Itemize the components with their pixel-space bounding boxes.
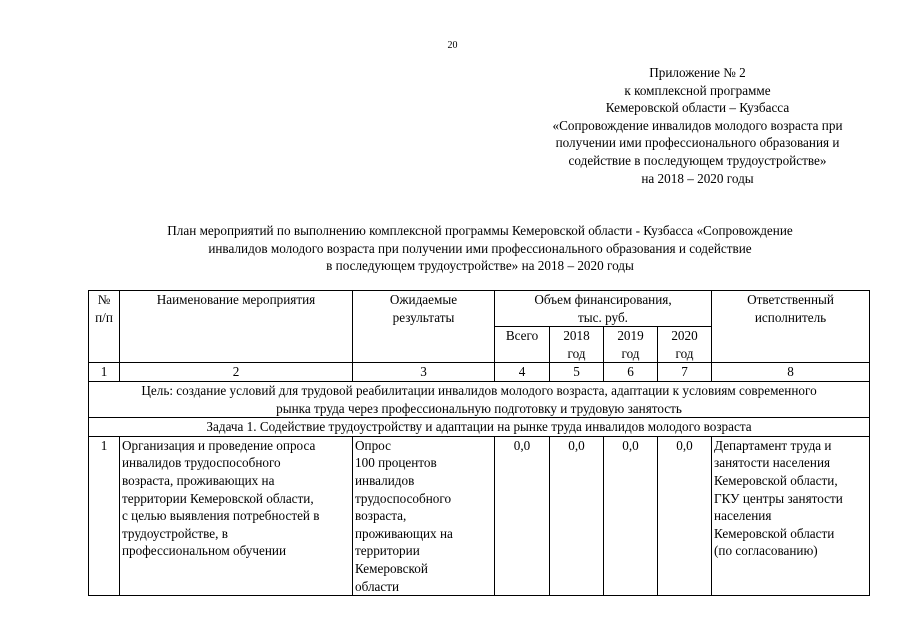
row-2018: 0,0 bbox=[550, 436, 604, 595]
task-cell: Задача 1. Содействие трудоустройству и адаптации на рынке труда инвалидов молодого возраста bbox=[89, 418, 870, 437]
row-results-line: инвалидов bbox=[355, 472, 415, 488]
header-responsible bbox=[712, 291, 870, 363]
row-name-line: Организация и проведение опроса bbox=[122, 437, 316, 453]
row-name-line: с целью выявления потребностей в bbox=[122, 508, 320, 524]
row-results-line: 100 процентов bbox=[355, 455, 437, 471]
header-funding bbox=[495, 291, 712, 327]
annex-line: Приложение № 2 bbox=[649, 65, 746, 80]
column-number: 2 bbox=[120, 363, 353, 382]
row-results-line: территории bbox=[355, 543, 420, 559]
goal-row bbox=[89, 381, 870, 417]
column-number: 7 bbox=[658, 363, 712, 382]
column-numbers-row bbox=[89, 363, 870, 382]
row-responsible-line: (по согласованию) bbox=[714, 543, 818, 559]
row-2019: 0,0 bbox=[604, 436, 658, 595]
row-responsible-line: ГКУ центры занятости bbox=[714, 490, 843, 506]
header-num-line: № bbox=[97, 292, 111, 307]
plan-title bbox=[100, 222, 860, 275]
goal-line: рынка труда через профессиональную подготовку и трудовую занятость bbox=[276, 400, 682, 416]
row-name-line: трудоустройстве, в bbox=[122, 525, 228, 541]
header-funding-line: Объем финансирования, bbox=[534, 292, 672, 307]
header-total-text: Всего bbox=[505, 328, 539, 344]
row-2020: 0,0 bbox=[658, 436, 712, 595]
row-responsible-line: Кемеровской области bbox=[714, 525, 835, 541]
column-number: 5 bbox=[550, 363, 604, 382]
header-name-text: Наименование мероприятия bbox=[156, 292, 316, 307]
column-number: 6 bbox=[604, 363, 658, 382]
plan-table bbox=[88, 290, 870, 596]
table-header-row bbox=[89, 291, 870, 327]
row-responsible bbox=[712, 436, 870, 595]
row-results-line: Кемеровской bbox=[355, 560, 428, 576]
header-year: 2020 bbox=[671, 328, 698, 344]
annex-line: на 2018 – 2020 годы bbox=[641, 170, 754, 186]
header-2019 bbox=[604, 327, 658, 363]
annex-line: «Сопровождение инвалидов молодого возраста при bbox=[552, 117, 843, 133]
header-responsible-line: исполнитель bbox=[754, 309, 827, 325]
plan-title-line: в последующем трудоустройстве» на 2018 – 2020 годы bbox=[326, 258, 634, 274]
row-results-line: области bbox=[355, 578, 400, 594]
row-name-line: возраста, проживающих на bbox=[122, 472, 275, 488]
goal-cell bbox=[89, 381, 870, 417]
task-row bbox=[89, 418, 870, 437]
goal-line: Цель: создание условий для трудовой реабилитации инвалидов молодого возраста, адаптации к условиям современного bbox=[141, 382, 817, 398]
row-responsible-line: Кемеровской области, bbox=[714, 472, 838, 488]
plan-title-line: инвалидов молодого возраста при получении ими профессионального образования и содействие bbox=[208, 240, 752, 256]
row-results-line: проживающих на bbox=[355, 525, 453, 541]
column-number: 1 bbox=[89, 363, 120, 382]
row-results bbox=[353, 436, 495, 595]
header-results-line: Ожидаемые bbox=[389, 292, 458, 307]
row-results-line: Опрос bbox=[355, 437, 391, 453]
column-number: 3 bbox=[353, 363, 495, 382]
row-responsible-line: населения bbox=[714, 508, 772, 524]
header-responsible-line: Ответственный bbox=[747, 292, 834, 307]
row-num: 1 bbox=[89, 436, 120, 595]
header-year-unit: год bbox=[675, 345, 694, 361]
header-total bbox=[495, 327, 550, 363]
table-row bbox=[89, 436, 870, 595]
annex-line: содействие в последующем трудоустройстве» bbox=[568, 152, 827, 168]
annex-line: к комплексной программе bbox=[624, 82, 771, 98]
header-2018 bbox=[550, 327, 604, 363]
header-results bbox=[353, 291, 495, 363]
header-2020 bbox=[658, 327, 712, 363]
header-year-unit: год bbox=[567, 345, 586, 361]
row-results-line: возраста, bbox=[355, 508, 407, 524]
row-name-line: профессиональном обучении bbox=[122, 543, 287, 559]
row-name-line: инвалидов трудоспособного bbox=[122, 455, 281, 471]
header-num bbox=[89, 291, 120, 363]
annex-header bbox=[515, 64, 880, 187]
row-responsible-line: занятости населения bbox=[714, 455, 831, 471]
column-number: 4 bbox=[495, 363, 550, 382]
plan-title-line: План мероприятий по выполнению комплексной программы Кемеровской области - Кузбасса «Сопровождение bbox=[167, 223, 793, 238]
header-year: 2018 bbox=[563, 328, 590, 344]
row-name-line: территории Кемеровской области, bbox=[122, 490, 314, 506]
column-number: 8 bbox=[712, 363, 870, 382]
header-year-unit: год bbox=[621, 345, 640, 361]
row-name bbox=[120, 436, 353, 595]
header-funding-line: тыс. руб. bbox=[578, 309, 628, 325]
row-results-line: трудоспособного bbox=[355, 490, 452, 506]
page-number: 20 bbox=[447, 40, 458, 51]
header-year: 2019 bbox=[617, 328, 644, 344]
row-responsible-line: Департамент труда и bbox=[714, 437, 832, 453]
row-total: 0,0 bbox=[495, 436, 550, 595]
header-name bbox=[120, 291, 353, 363]
header-num-line: п/п bbox=[95, 309, 113, 325]
header-results-line: результаты bbox=[392, 309, 455, 325]
annex-line: получении ими профессионального образования и bbox=[555, 135, 840, 151]
annex-line: Кемеровской области – Кузбасса bbox=[605, 100, 790, 116]
